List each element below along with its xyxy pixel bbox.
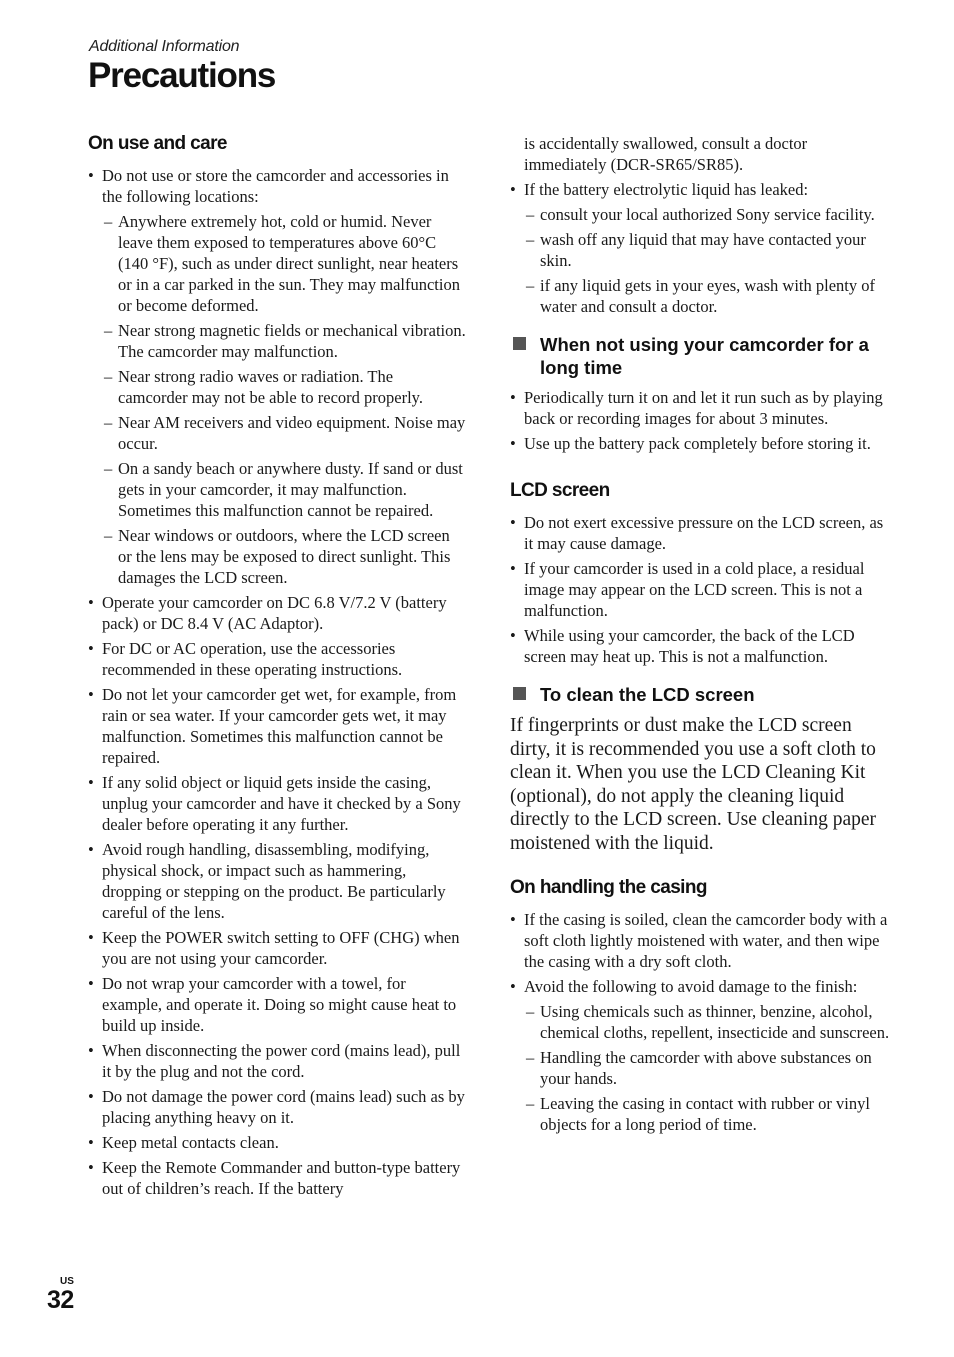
sub-item — [102, 320, 466, 362]
sub-item — [524, 275, 890, 317]
dash-icon: – — [104, 212, 113, 231]
section-label: Additional Information — [89, 38, 240, 55]
bullet-icon: • — [510, 626, 516, 645]
bullet-icon: • — [88, 1087, 94, 1106]
sub-item — [102, 458, 466, 521]
dash-icon: – — [104, 321, 113, 340]
bullet-icon: • — [510, 559, 516, 578]
list-item-text: If any solid object or liquid gets inside the casing, unplug your camcorder and have it checked by a Sony dealer before operating it any further. — [102, 773, 461, 834]
use-and-care-heading: On use and care — [88, 133, 227, 154]
sub-item-text: consult your local authorized Sony service facility. — [540, 205, 875, 224]
bullet-icon: • — [510, 434, 516, 453]
bullet-icon: • — [88, 840, 94, 859]
sub-item-text: if any liquid gets in your eyes, wash with plenty of water and consult a doctor. — [540, 276, 875, 316]
sub-item — [524, 1093, 890, 1135]
list-item — [88, 165, 466, 588]
page-language-code: US — [60, 1276, 74, 1287]
lcd-screen-heading: LCD screen — [510, 480, 610, 501]
list-item — [88, 638, 466, 680]
sub-item-text: Using chemicals such as thinner, benzine, alcohol, chemical cloths, repellent, insecticide and sunscreen. — [540, 1002, 890, 1042]
dash-icon: – — [526, 205, 535, 224]
bullet-icon: • — [510, 388, 516, 407]
use-and-care-list — [88, 165, 466, 1199]
list-item — [510, 179, 890, 317]
bullet-icon: • — [510, 513, 516, 532]
battery-list — [510, 133, 890, 317]
sub-item-text: On a sandy beach or anywhere dusty. If sand or dust gets in your camcorder, it may malfunction. Sometimes this malfunction cannot be repaired. — [118, 459, 463, 520]
list-item-text: Avoid rough handling, disassembling, modifying, physical shock, or impact such as hammering, dropping or stepping on the product. Be particularly careful of the lens. — [102, 840, 446, 922]
list-item-text: For DC or AC operation, use the accessories recommended in these operating instructions. — [102, 639, 403, 679]
page-title: Precautions — [88, 56, 276, 95]
list-item-text: is accidentally swallowed, consult a doctor immediately (DCR-SR65/SR85). — [524, 134, 808, 174]
sub-item-text: Near strong magnetic fields or mechanical vibration. The camcorder may malfunction. — [118, 321, 466, 361]
clean-lcd-paragraph: If fingerprints or dust make the LCD screen dirty, it is recommended you use a soft cloth to clean it. When you use the LCD Cleaning Kit (optional), do not apply the cleaning liquid directly to the LCD screen. Use cleaning paper moistened with the liquid. — [510, 715, 877, 854]
bullet-icon: • — [88, 928, 94, 947]
list-item-text: If the battery electrolytic liquid has leaked: — [524, 180, 809, 199]
sub-item — [524, 204, 890, 225]
sub-item-text: Near strong radio waves or radiation. The camcorder may not be able to record properly. — [118, 367, 423, 407]
sub-item-text: Handling the camcorder with above substances on your hands. — [540, 1048, 872, 1088]
sub-item — [102, 525, 466, 588]
dash-icon: – — [526, 1094, 535, 1113]
sub-item — [524, 1047, 890, 1089]
list-item-text: Use up the battery pack completely before storing it. — [524, 434, 871, 453]
list-item-text: Periodically turn it on and let it run such as by playing back or recording images for about 3 minutes. — [524, 388, 883, 428]
long-time-list — [510, 387, 890, 454]
bullet-icon: • — [88, 1041, 94, 1060]
list-item — [510, 625, 890, 667]
list-item — [510, 976, 890, 1135]
list-item-text: Do not let your camcorder get wet, for example, from rain or sea water. If your camcorder gets wet, it may malfunction. Sometimes this malfunction cannot be repaired. — [102, 685, 457, 767]
list-item — [88, 772, 466, 835]
square-bullet-icon — [513, 337, 526, 350]
list-item-text: Keep the Remote Commander and button-type battery out of children’s reach. If the battery — [102, 1158, 461, 1198]
lcd-screen-list — [510, 512, 890, 667]
list-item-continued — [510, 133, 890, 175]
bullet-icon: • — [88, 974, 94, 993]
list-item — [88, 684, 466, 768]
list-item — [510, 433, 890, 454]
list-item — [88, 1040, 466, 1082]
dash-icon: – — [526, 230, 535, 249]
long-time-heading — [510, 333, 890, 379]
list-item-text: If the casing is soiled, clean the camcorder body with a soft cloth lightly moistened with water, and then wipe the casing with a dry soft cloth. — [524, 910, 888, 971]
sub-item — [524, 1001, 890, 1043]
list-item-text: Do not wrap your camcorder with a towel, for example, and operate it. Doing so might cause heat to build up inside. — [102, 974, 457, 1035]
bullet-icon: • — [88, 685, 94, 704]
bullet-icon: • — [88, 166, 94, 185]
list-item — [88, 1157, 466, 1199]
list-item — [510, 512, 890, 554]
sub-item — [102, 366, 466, 408]
dash-icon: – — [104, 526, 113, 545]
list-item-text: Keep the POWER switch setting to OFF (CHG) when you are not using your camcorder. — [102, 928, 460, 968]
list-item-text: Operate your camcorder on DC 6.8 V/7.2 V (battery pack) or DC 8.4 V (AC Adaptor). — [102, 593, 447, 633]
dash-icon: – — [526, 1002, 535, 1021]
dash-icon: – — [526, 276, 535, 295]
left-column — [88, 133, 466, 1203]
page-number: 32 — [47, 1286, 74, 1314]
dash-icon: – — [104, 367, 113, 386]
list-item-text: Avoid the following to avoid damage to the finish: — [524, 977, 858, 996]
sub-item — [102, 211, 466, 316]
clean-lcd-heading — [510, 683, 890, 706]
list-item — [88, 839, 466, 923]
list-item — [88, 1086, 466, 1128]
sub-item-text: Near AM receivers and video equipment. Noise may occur. — [118, 413, 466, 453]
bullet-icon: • — [510, 910, 516, 929]
bullet-icon: • — [510, 180, 516, 199]
heading-text: When not using your camcorder for a long time — [540, 334, 869, 378]
bullet-icon: • — [88, 593, 94, 612]
dash-icon: – — [104, 459, 113, 478]
list-item — [88, 1132, 466, 1153]
list-item-text: Do not damage the power cord (mains lead) such as by placing anything heavy on it. — [102, 1087, 465, 1127]
sub-item-text: wash off any liquid that may have contacted your skin. — [540, 230, 866, 270]
square-bullet-icon — [513, 687, 526, 700]
list-item — [88, 927, 466, 969]
bullet-icon: • — [88, 1158, 94, 1177]
list-item — [88, 592, 466, 634]
casing-list — [510, 909, 890, 1135]
bullet-icon: • — [88, 639, 94, 658]
sub-item-text: Anywhere extremely hot, cold or humid. Never leave them exposed to temperatures above 60°C (140 °F), such as under direct sunlight, near heaters or in a car parked in the sun. They may malfunction or become deformed. — [118, 212, 460, 315]
list-item — [510, 909, 890, 972]
list-item — [88, 973, 466, 1036]
right-column — [510, 133, 890, 1139]
bullet-icon: • — [88, 1133, 94, 1152]
list-item-text: Keep metal contacts clean. — [102, 1133, 279, 1152]
leak-sublist — [524, 204, 890, 317]
list-item-text: When disconnecting the power cord (mains lead), pull it by the plug and not the cord. — [102, 1041, 461, 1081]
heading-text: To clean the LCD screen — [540, 684, 755, 705]
casing-heading: On handling the casing — [510, 877, 707, 898]
list-item-text: Do not exert excessive pressure on the LCD screen, as it may cause damage. — [524, 513, 884, 553]
sub-item — [524, 229, 890, 271]
sub-item — [102, 412, 466, 454]
location-sublist — [102, 211, 466, 588]
list-item-text: Do not use or store the camcorder and accessories in the following locations: — [102, 166, 449, 206]
list-item-text: If your camcorder is used in a cold place, a residual image may appear on the LCD screen. This is not a malfunction. — [524, 559, 865, 620]
bullet-icon: • — [88, 773, 94, 792]
list-item — [510, 387, 890, 429]
casing-sublist — [524, 1001, 890, 1135]
sub-item-text: Leaving the casing in contact with rubber or vinyl objects for a long period of time. — [540, 1094, 870, 1134]
bullet-icon: • — [510, 977, 516, 996]
dash-icon: – — [526, 1048, 535, 1067]
sub-item-text: Near windows or outdoors, where the LCD screen or the lens may be exposed to direct sunlight. This damages the LCD screen. — [118, 526, 451, 587]
list-item-text: While using your camcorder, the back of the LCD screen may heat up. This is not a malfunction. — [524, 626, 855, 666]
list-item — [510, 558, 890, 621]
dash-icon: – — [104, 413, 113, 432]
